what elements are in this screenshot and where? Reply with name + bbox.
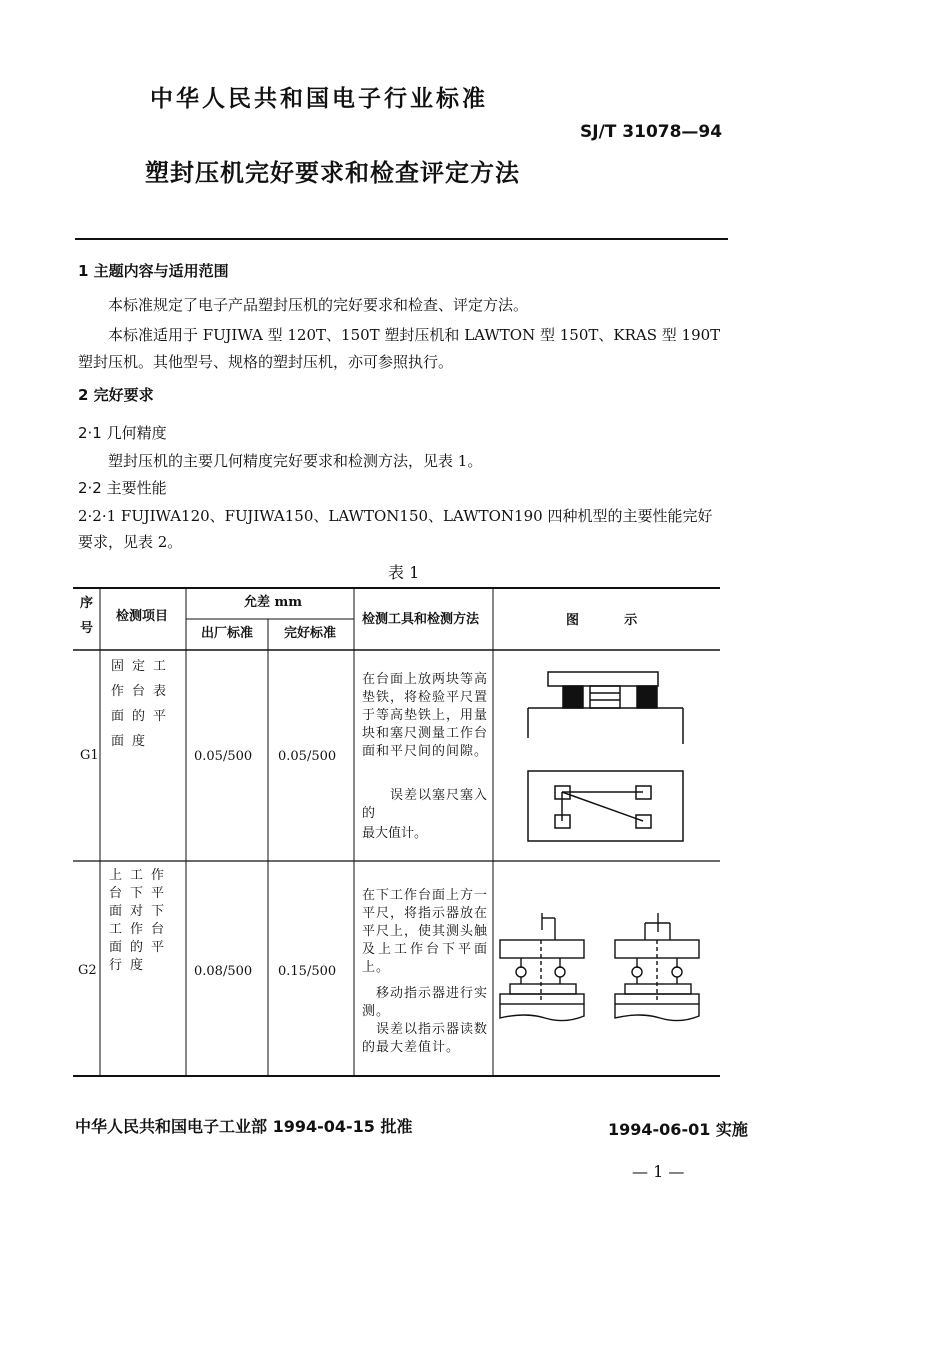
header-good: 完好标准 xyxy=(284,626,337,641)
header-method: 检测工具和检测方法 xyxy=(362,612,480,627)
section-1-paragraph-2-line-1: 本标准适用于 FUJIWA 型 120T、150T 塑封压机和 LAWTON 型 150T、KRAS 型 190T xyxy=(108,326,721,344)
standard-code: SJ/T 31078—94 xyxy=(580,122,723,142)
row-g1-item: 固定工作台表面的平面度 xyxy=(111,659,175,749)
document-title: 塑封压机完好要求和检查评定方法 xyxy=(145,159,520,187)
row-g1-method-a: 在台面上放两块等高垫铁，将检验平尺置于等高垫铁上，用量块和塞尺测量工作台面和平尺间的间隙。 xyxy=(362,672,489,759)
parallel-block-left xyxy=(563,686,583,708)
row-g2-good: 0.15/500 xyxy=(278,964,337,979)
parallel-block-right xyxy=(637,686,657,708)
straightedge-shape xyxy=(548,672,658,686)
section-2-2-1-line-1: 2·2·1 FUJIWA120、FUJIWA150、LAWTON150、LAWTON190 四种机型的主要性能完好 xyxy=(78,507,713,525)
table-outline-shape xyxy=(528,771,683,841)
g2-left-diagram xyxy=(500,913,584,1021)
header-tolerance: 允差 mm xyxy=(244,595,303,610)
row-g1-factory: 0.05/500 xyxy=(194,749,253,764)
g1-top-view-diagram xyxy=(528,771,683,841)
block-position-4 xyxy=(636,815,651,828)
header-factory: 出厂标准 xyxy=(201,626,254,641)
lower-platen-shape xyxy=(500,994,584,1004)
section-1-paragraph-1: 本标准规定了电子产品塑封压机的完好要求和检查、评定方法。 xyxy=(108,296,529,314)
section-1-heading: 1 主题内容与适用范围 xyxy=(78,262,229,280)
g1-side-view-diagram xyxy=(528,672,683,744)
header-seq-1: 序 xyxy=(80,596,94,611)
row-g1-number: G1 xyxy=(80,748,99,763)
straightedge-shape xyxy=(510,984,576,994)
row-g1-method-b: 误差以塞尺塞入的 xyxy=(362,788,489,821)
indicator-left-shape xyxy=(516,967,526,977)
section-2-2-1-line-2: 要求，见表 2。 xyxy=(78,533,183,551)
gauge-block-shape xyxy=(590,686,620,708)
implementation-date: 1994-06-01 实施 xyxy=(608,1120,748,1139)
section-1-paragraph-2-line-2: 塑封压机。其他型号、规格的塑封压机，亦可参照执行。 xyxy=(78,353,454,371)
row-g2-item: 上工作台下平面对下工作台面的平行度 xyxy=(109,868,173,973)
row-g2-method-b: 移动指示器进行实测。 xyxy=(362,986,489,1019)
row-g2-factory: 0.08/500 xyxy=(194,964,253,979)
section-2-1-text: 塑封压机的主要几何精度完好要求和检测方法，见表 1。 xyxy=(108,452,483,470)
straightedge-shape xyxy=(625,984,691,994)
section-2-1-heading: 2·1 几何精度 xyxy=(78,424,167,442)
row-g2-number: G2 xyxy=(78,963,97,978)
indicator-left-shape xyxy=(632,967,642,977)
row-g1-good: 0.05/500 xyxy=(278,749,337,764)
row-g2-method-a: 在下工作台面上方一平尺，将指示器放在平尺上，使其测头触及上工作台下平面上。 xyxy=(362,888,489,975)
header-item: 检测项目 xyxy=(116,609,169,624)
indicator-right-shape xyxy=(555,967,565,977)
g2-right-diagram xyxy=(615,913,699,1021)
section-2-2-heading: 2·2 主要性能 xyxy=(78,479,167,497)
header-diagram: 图 示 xyxy=(566,613,638,628)
section-2-heading: 2 完好要求 xyxy=(78,386,154,404)
org-header: 中华人民共和国电子行业标准 xyxy=(150,86,488,112)
table-caption: 表 1 xyxy=(388,563,420,582)
row-g2-method-c: 误差以指示器读数的最大差值计。 xyxy=(362,1022,489,1055)
upper-platen-shape xyxy=(500,940,584,958)
indicator-right-shape xyxy=(672,967,682,977)
row-g1-method-c: 最大值计。 xyxy=(362,826,428,841)
approval-note: 中华人民共和国电子工业部 1994-04-15 批准 xyxy=(75,1117,413,1136)
page-number: — 1 — xyxy=(632,1162,685,1181)
header-seq-2: 号 xyxy=(80,621,94,636)
